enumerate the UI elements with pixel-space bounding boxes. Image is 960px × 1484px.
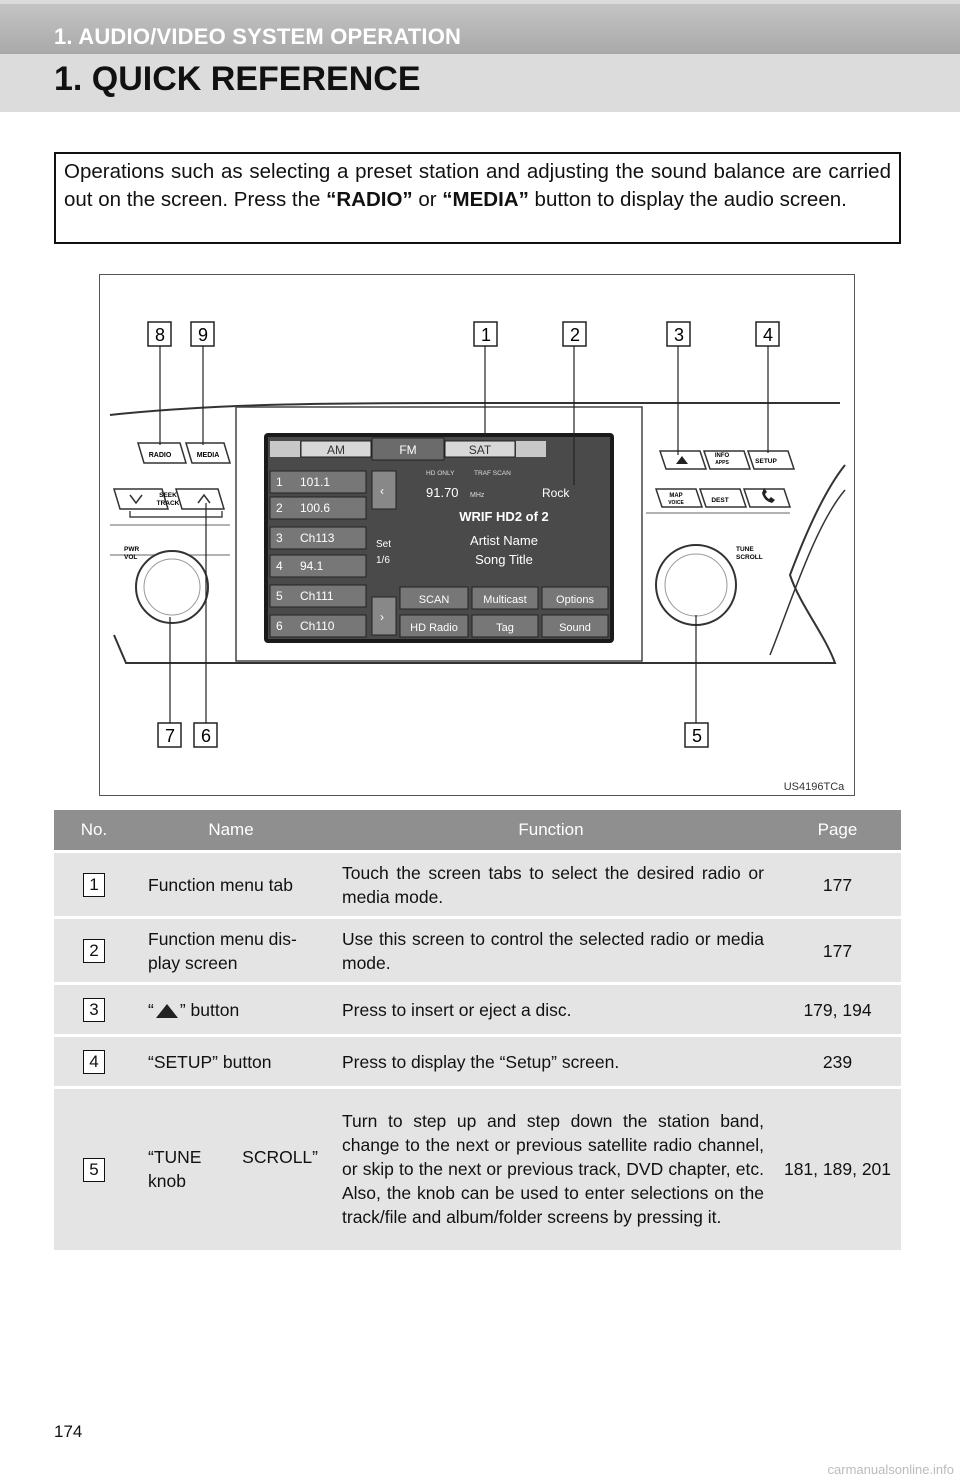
- page-number: 174: [54, 1422, 83, 1441]
- tune-scroll-knob: [656, 545, 736, 625]
- col-page: Page: [774, 810, 901, 852]
- row-function: Touch the screen tabs to select the desired radio or media mode.: [328, 852, 774, 918]
- col-no: No.: [54, 810, 134, 852]
- audio-panel-figure: [99, 274, 855, 796]
- row-function: Press to insert or eject a disc.: [328, 984, 774, 1036]
- svg-text:HD ONLY: HD ONLY: [426, 470, 455, 477]
- svg-text:TRAF SCAN: TRAF SCAN: [474, 470, 511, 477]
- svg-text:‹: ‹: [380, 484, 384, 498]
- table-row: [54, 1036, 901, 1088]
- svg-text:Ch113: Ch113: [300, 531, 335, 545]
- row-function: Use this screen to control the selected radio or media mode.: [328, 918, 774, 984]
- svg-text:9: 9: [197, 325, 209, 345]
- dest-label: DEST: [711, 497, 729, 504]
- page-title: 1. QUICK REFERENCE: [54, 60, 421, 98]
- table-row: [54, 1088, 901, 1250]
- section-title: 1. AUDIO/VIDEO SYSTEM OPERATION: [54, 24, 462, 49]
- svg-text:101.1: 101.1: [300, 475, 331, 489]
- col-function: Function: [328, 810, 774, 852]
- row-page: 239: [774, 1036, 901, 1088]
- track-label: TRACK: [156, 500, 180, 507]
- intro-text-2: or: [412, 188, 443, 211]
- row-number: 4: [83, 1050, 105, 1074]
- svg-text:Options: Options: [556, 594, 594, 606]
- intro-text-3: button to display the audio screen.: [528, 188, 847, 211]
- row-name: Function menu tab: [134, 852, 328, 918]
- song-title: Song Title: [475, 552, 533, 567]
- frequency: 91.70: [426, 485, 459, 500]
- svg-text:2: 2: [276, 501, 283, 515]
- row-page: 177: [774, 852, 901, 918]
- svg-text:4: 4: [276, 559, 283, 573]
- table-header-row: [54, 810, 901, 852]
- svg-text:SCAN: SCAN: [418, 594, 450, 606]
- svg-text:3: 3: [673, 325, 685, 345]
- row-name: “ ” button: [134, 984, 328, 1036]
- tab-sat: SAT: [468, 443, 492, 457]
- tab-am: AM: [327, 443, 345, 457]
- display-screen: [264, 433, 614, 643]
- svg-text:Sound: Sound: [559, 622, 591, 634]
- table-row: [54, 984, 901, 1036]
- setup-label: SETUP: [755, 458, 777, 465]
- svg-text:8: 8: [154, 325, 166, 345]
- row-number: 3: [83, 998, 105, 1022]
- set-page: 1/6: [376, 555, 390, 566]
- row-function: Turn to step up and step down the station band, change to the next or previous satellite radio channel, or skip to the next or previous track, DVD chapter, etc. Also, the knob can be used to enter selections on the track/file and album/folder screens by pressing it.: [328, 1088, 774, 1250]
- seek-label: SEEK: [159, 492, 177, 499]
- row-page: 177: [774, 918, 901, 984]
- row-name: “TUNE SCROLL” knob: [134, 1088, 328, 1250]
- vol-label: VOL: [124, 554, 138, 561]
- intro-radio: “RADIO”: [326, 188, 413, 211]
- row-function: Press to display the “Setup” screen.: [328, 1036, 774, 1088]
- apps-label: APPS: [715, 460, 729, 466]
- media-label: MEDIA: [196, 452, 220, 459]
- svg-text:HD Radio: HD Radio: [410, 622, 458, 634]
- info-label: INFO: [714, 453, 730, 459]
- set-label: Set: [376, 539, 392, 550]
- station-name: WRIF HD2 of 2: [459, 509, 549, 524]
- radio-label: RADIO: [148, 452, 172, 459]
- pwr-vol-knob: [136, 551, 208, 623]
- intro-media: “MEDIA”: [442, 188, 529, 211]
- row-number: 1: [83, 873, 105, 897]
- svg-text:Tag: Tag: [496, 622, 514, 634]
- svg-text:MHz: MHz: [470, 492, 485, 499]
- row-page: 181, 189, 201: [774, 1088, 901, 1250]
- svg-text:100.6: 100.6: [300, 501, 331, 515]
- svg-text:1: 1: [276, 475, 283, 489]
- svg-text:Ch110: Ch110: [300, 619, 335, 633]
- tab-fm: FM: [399, 443, 417, 457]
- media-button: [186, 443, 230, 463]
- svg-text:3: 3: [276, 531, 283, 545]
- figure-code: US4196TCa: [783, 781, 845, 793]
- intro-text-1: Operations such as selecting a preset station and adjusting the sound balance are carried out on the screen. Press the: [64, 160, 891, 211]
- scroll-label: SCROLL: [736, 554, 763, 561]
- svg-text:Multicast: Multicast: [483, 594, 527, 606]
- col-name: Name: [134, 810, 328, 852]
- svg-text:Ch111: Ch111: [300, 589, 334, 603]
- intro-box: [54, 152, 901, 244]
- svg-text:4: 4: [762, 325, 774, 345]
- svg-text:94.1: 94.1: [300, 559, 324, 573]
- genre: Rock: [542, 486, 570, 500]
- svg-text:6: 6: [276, 619, 283, 633]
- table-row: [54, 852, 901, 918]
- radio-button: [138, 443, 186, 463]
- row-name: “SETUP” button: [134, 1036, 328, 1088]
- footer-watermark: carmanualsonline.info: [827, 1462, 954, 1477]
- voice-label: VOICE: [668, 500, 684, 506]
- svg-text:5: 5: [691, 726, 703, 746]
- svg-text:6: 6: [200, 726, 212, 746]
- page-header: [0, 0, 960, 112]
- audio-panel-illustration: [100, 275, 856, 797]
- reference-table: [54, 810, 901, 1250]
- row-number: 5: [83, 1158, 105, 1182]
- svg-text:›: ›: [380, 610, 384, 624]
- svg-text:1: 1: [480, 325, 492, 345]
- svg-text:2: 2: [569, 325, 581, 345]
- svg-text:7: 7: [164, 726, 176, 746]
- eject-icon: [156, 1004, 178, 1018]
- table-row: [54, 918, 901, 984]
- row-number: 2: [83, 939, 105, 963]
- tune-label: TUNE: [736, 546, 754, 553]
- artist-name: Artist Name: [470, 533, 538, 548]
- svg-text:5: 5: [276, 589, 283, 603]
- pwr-label: PWR: [124, 546, 140, 553]
- map-label: MAP: [669, 493, 683, 499]
- row-name: Function menu dis-play screen: [134, 918, 328, 984]
- row-page: 179, 194: [774, 984, 901, 1036]
